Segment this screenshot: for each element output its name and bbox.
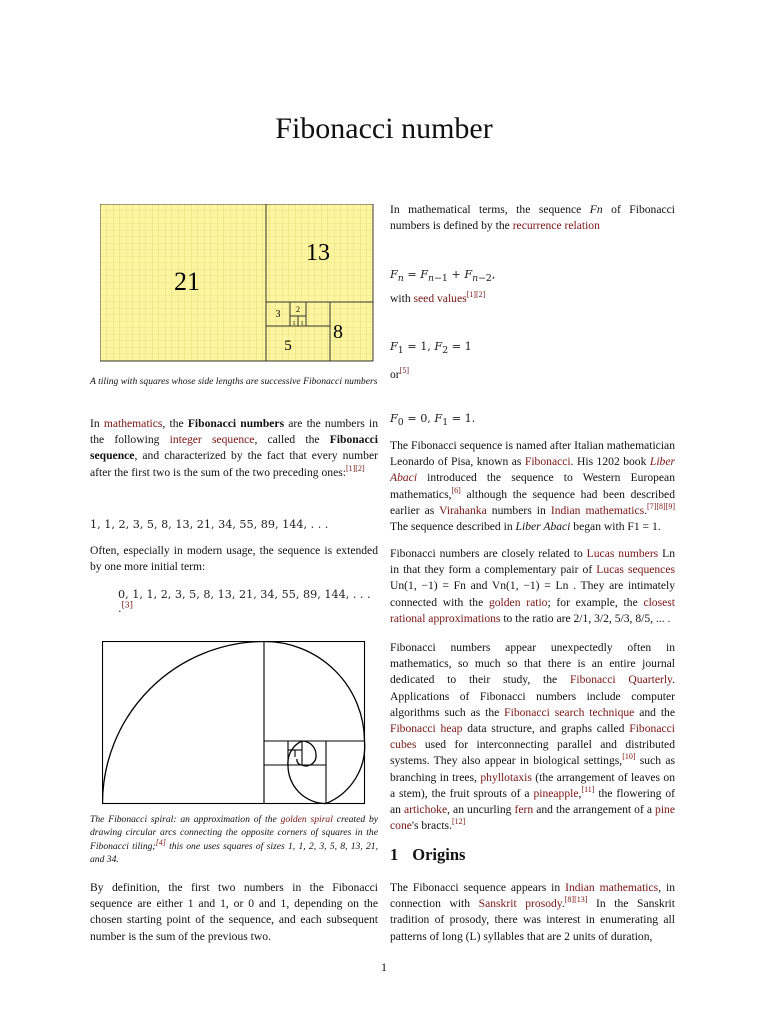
citation-12[interactable]: [12] — [451, 817, 466, 827]
citation-1-2[interactable]: [1][2] — [345, 463, 365, 473]
link-integer-sequence[interactable]: integer sequence — [169, 433, 255, 447]
section-heading-origins: 1 Origins — [390, 845, 466, 864]
equation-recurrence: $F_n = F_{n-1} + F_{n-2}$, — [390, 268, 496, 285]
citation-5[interactable]: [5] — [399, 366, 409, 376]
citation-8-13[interactable]: [8][13] — [564, 895, 588, 905]
recurrence-intro: In mathematical terms, the sequence Fn of Fibonacci numbers is defined by the recurrence relation — [390, 203, 675, 233]
link-indian-mathematics[interactable]: Indian mathematics — [550, 503, 645, 517]
label-3: 3 — [275, 309, 281, 320]
link-virahanka[interactable]: Virahanka — [439, 503, 487, 517]
equation-seed-1: $F_1 = 1$, $F_2 = 1$ — [390, 340, 472, 357]
link-artichoke[interactable]: artichoke — [403, 803, 448, 817]
citation-7-8-9[interactable]: [7][8][9] — [647, 501, 675, 511]
spiral-caption: The Fibonacci spiral: an approximation of the golden spiral created by drawing circular arcs connecting the opposite corners of squares in the Fibonacci tiling;[4] this one uses squares of sizes 1, 1, 2, 3, 5, 8, 13, 21, and 34. — [90, 814, 379, 866]
link-fibonacci[interactable]: Fibonacci — [524, 455, 571, 469]
label-5: 5 — [284, 338, 292, 354]
label-1a: 1 — [292, 321, 296, 327]
link-fern[interactable]: fern — [514, 803, 534, 817]
applications-paragraph: Fibonacci numbers appear unexpectedly often in mathematics, so much so that there is an entire journal dedicated to their study, the Fibonacci Quarterly. Applications of Fibonacci numbers include computer algorithms such as the Fibonacci search technique and the Fibonacci heap data structure, and graphs called Fibonacci cubes used for interconnecting parallel and distributed systems. They also appear in biological settings,[10] such as branching in trees, phyllotaxis (the arrangement of leaves on a stem), the fruit sprouts of a pineapple,[11] the flowering of an artichoke, an uncurling fern and the arrangement of a pine cone's bracts.[12] — [390, 641, 676, 833]
fibonacci-tiling-figure — [100, 204, 374, 362]
or-line: or[5] — [390, 366, 409, 381]
citation-10[interactable]: [10] — [622, 752, 636, 762]
link-fibonacci-search[interactable]: Fibonacci search technique — [504, 705, 635, 719]
link-golden-ratio[interactable]: golden ratio — [488, 595, 548, 609]
extension-paragraph: Often, especially in modern usage, the sequence is extended by one more initial term: — [90, 544, 378, 574]
citation-1-2b[interactable]: [1][2] — [466, 290, 486, 300]
link-closest-rational-approximations[interactable]: closest rational approximations — [390, 595, 675, 625]
page-title: Fibonacci number — [275, 112, 493, 145]
label-21: 21 — [174, 267, 200, 296]
sequence-zero-tail: .[3] — [118, 600, 133, 615]
link-phyllotaxis[interactable]: phyllotaxis — [480, 770, 532, 784]
equation-seed-0: $F_0 = 0$, $F_1 = 1$. — [390, 412, 476, 429]
link-sanskrit-prosody[interactable]: Sanskrit prosody — [478, 897, 562, 911]
citation-6[interactable]: [6] — [451, 485, 461, 495]
link-pineapple[interactable]: pineapple — [533, 786, 579, 800]
seed-values-line: with seed values[1][2] — [390, 290, 486, 305]
link-seed-values[interactable]: seed values — [413, 292, 467, 305]
definition-paragraph: By definition, the first two numbers in the Fibonacci sequence are either 1 and 1, or 0 and 1, depending on the chosen starting point of the sequence, and each subsequent number is the sum of the previous two. — [90, 881, 378, 943]
link-mathematics[interactable]: mathematics — [103, 417, 163, 430]
label-13: 13 — [306, 240, 330, 266]
link-golden-spiral[interactable]: golden spiral — [280, 814, 333, 825]
lucas-paragraph: Fibonacci numbers are closely related to Lucas numbers Ln in that they form a complementary pair of Lucas sequences Un(1, −1) = Fn and Vn(1, −1) = Ln . They are intimately connected with the golden ratio; for example, the closest rational approximations to the ratio are 2/1, 3/2, 5/3, 8/5, ... . — [390, 547, 675, 625]
citation-11[interactable]: [11] — [581, 784, 595, 794]
sequence-one: 1, 1, 2, 3, 5, 8, 13, 21, 34, 55, 89, 144, . . . — [90, 518, 329, 531]
link-fibonacci-quarterly[interactable]: Fibonacci Quarterly — [569, 673, 673, 687]
link-fibonacci-heap[interactable]: Fibonacci heap — [390, 722, 463, 736]
link-lucas-numbers[interactable]: Lucas numbers — [586, 547, 659, 560]
link-indian-mathematics-2[interactable]: Indian mathematics — [565, 881, 659, 894]
link-liber-abaci[interactable]: Liber Abaci — [390, 455, 675, 485]
link-lucas-sequences[interactable]: Lucas sequences — [596, 563, 675, 577]
history-paragraph: The Fibonacci sequence is named after Italian mathematician Leonardo of Pisa, known as Fibonacci. His 1202 book Liber Abaci introduced the sequence to Western European mathematics,[6] although the sequence had been described earlier as Virahanka numbers in Indian mathematics.[7][8][9] The sequence described in Liber Abaci began with F1 = 1. — [390, 439, 675, 534]
spiral-curve — [103, 641, 365, 803]
intro-paragraph: In mathematics, the Fibonacci numbers are the numbers in the following integer sequence, called the Fibonacci sequence, and characterized by the fact that every number after the first two is the sum of the two preceding ones:[1][2] — [90, 417, 379, 479]
link-pine-cone[interactable]: pine cone — [390, 803, 675, 833]
page-number: 1 — [381, 960, 387, 974]
label-2: 2 — [296, 305, 300, 314]
label-1b: 1 — [300, 321, 304, 327]
link-recurrence-relation[interactable]: recurrence relation — [512, 219, 600, 233]
sequence-zero: 0, 1, 1, 2, 3, 5, 8, 13, 21, 34, 55, 89, 144, . . . — [118, 588, 371, 601]
label-8: 8 — [333, 321, 343, 343]
fibonacci-spiral-figure — [102, 641, 366, 805]
citation-4[interactable]: [4] — [155, 837, 166, 847]
citation-3[interactable]: [3] — [121, 600, 133, 610]
tiling-caption: A tiling with squares whose side lengths are successive Fibonacci numbers — [90, 376, 378, 387]
origins-paragraph: The Fibonacci sequence appears in Indian mathematics, in connection with Sanskrit prosody.[8][13] In the Sanskrit tradition of prosody, there was interest in enumerating all patterns of long (L) syllables that are 2 units of duration, — [390, 881, 675, 943]
link-fibonacci-cubes[interactable]: Fibonacci cubes — [390, 722, 675, 752]
